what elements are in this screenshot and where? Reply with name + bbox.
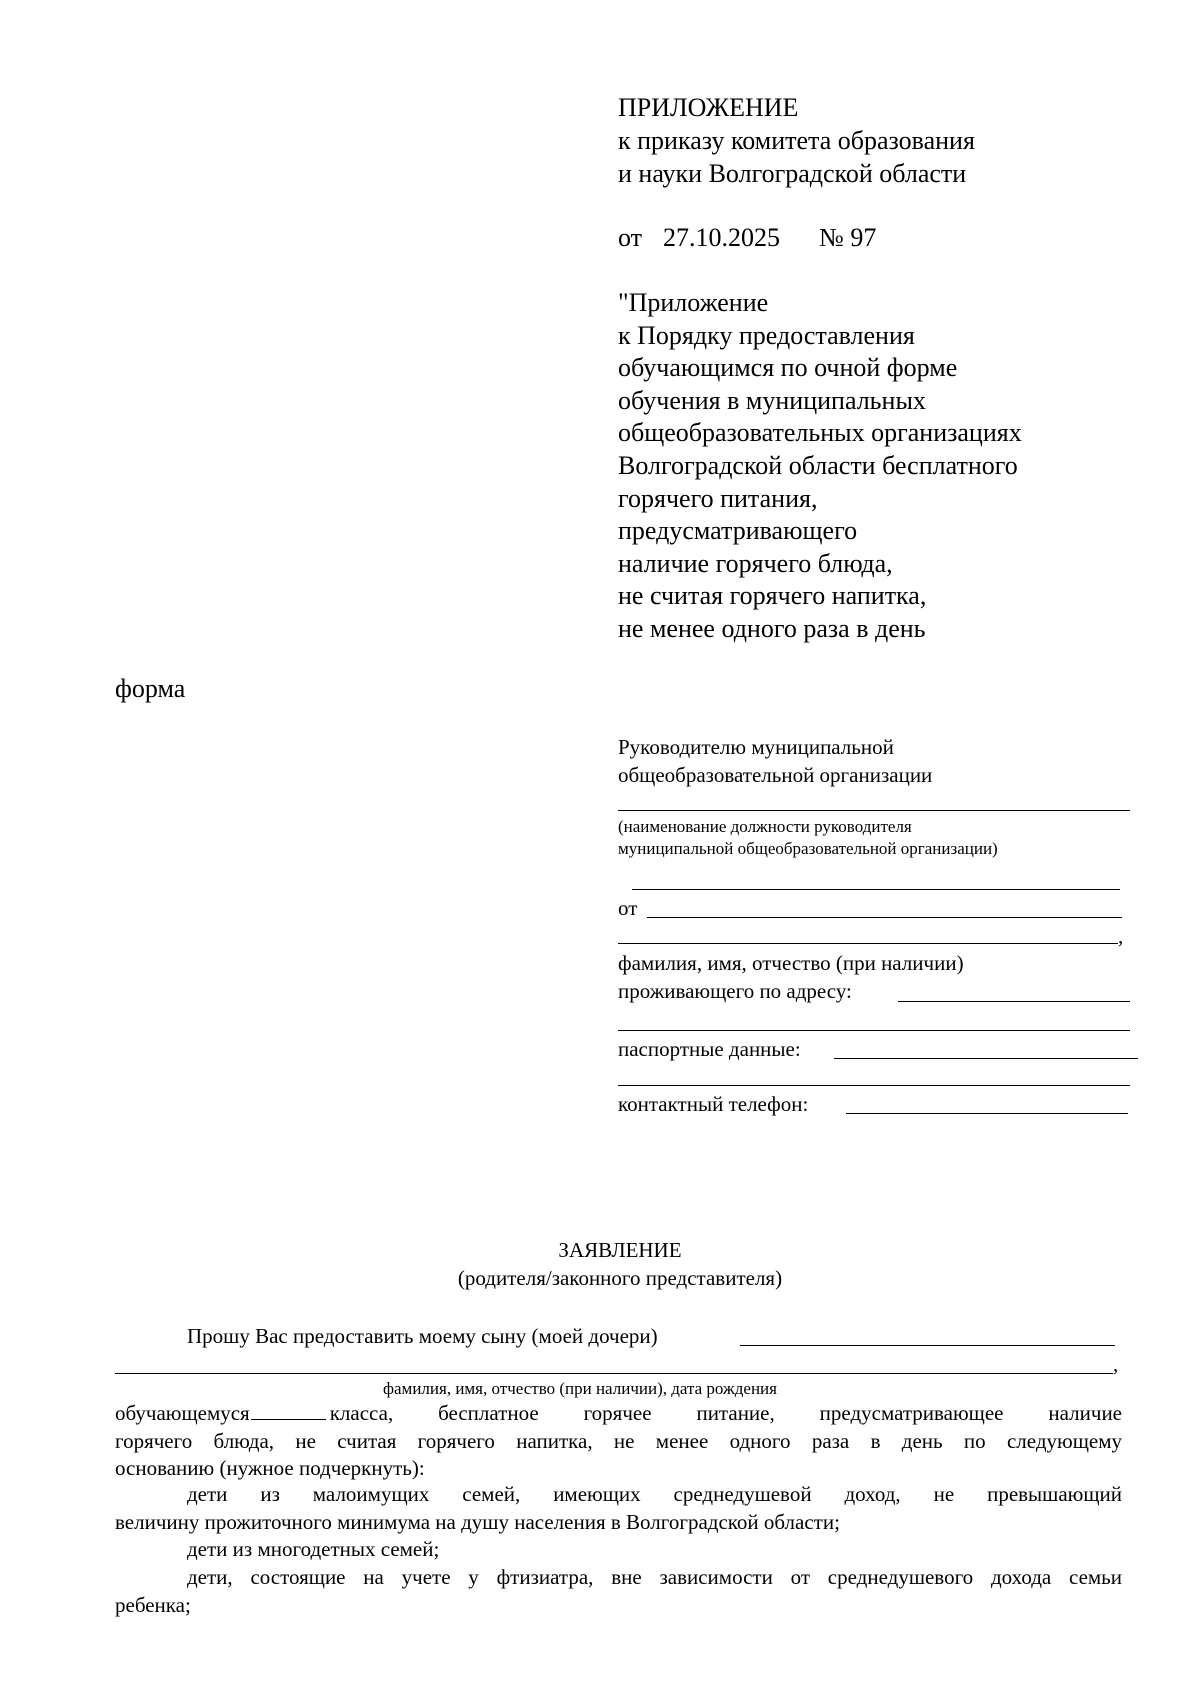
option-line: дети из малоимущих семей, имеющих среднедушевой доход, не превышающий (187, 1482, 1122, 1506)
phone-field[interactable] (846, 1113, 1128, 1114)
director-name-field[interactable] (632, 889, 1120, 890)
addressee-line-1: Руководителю муниципальной (618, 735, 894, 759)
director-hint-1: (наименование должности руководителя (618, 817, 912, 836)
address-label: проживающего по адресу: (618, 979, 852, 1003)
grade-suffix: класса, бесплатное горячее питание, предусматривающее наличие (329, 1401, 1122, 1425)
appendix-line: не считая горячего напитка, (618, 581, 927, 611)
order-date: 27.10.2025 (663, 223, 781, 252)
option-tuberculosis[interactable] (115, 1564, 1122, 1619)
passport-field-2[interactable] (618, 1085, 1130, 1086)
paragraph-line: горячего блюда, не считая горячего напитка, не менее одного раза в день по следующему (115, 1428, 1122, 1453)
option-line: дети из многодетных семей; (187, 1537, 440, 1561)
comma: , (1118, 924, 1124, 948)
passport-label: паспортные данные: (618, 1037, 801, 1061)
appendix-line: Волгоградской области бесплатного (618, 450, 1018, 480)
appendix-line: горячего питания, (618, 483, 818, 513)
grade-row (115, 1399, 1122, 1428)
appendix-line: наличие горячего блюда, (618, 548, 893, 578)
from-field-2[interactable] (618, 943, 1118, 944)
request-paragraph (115, 1399, 1122, 1483)
order-date-row (618, 221, 876, 254)
passport-field[interactable] (834, 1058, 1138, 1059)
address-field[interactable] (898, 1001, 1130, 1002)
address-field-2[interactable] (618, 1030, 1130, 1031)
grade-field[interactable] (251, 1399, 326, 1420)
option-low-income[interactable] (115, 1481, 1122, 1536)
option-line: дети, состоящие на учете у фтизиатра, вне зависимости от среднедушевого дохода семьи (187, 1565, 1122, 1589)
option-large-family[interactable] (115, 1536, 1122, 1564)
appendix-line: не менее одного раза в день (618, 613, 926, 643)
form-label: форма (115, 674, 186, 703)
addressee-line-2: общеобразовательной организации (618, 763, 933, 787)
grade-prefix: обучающемуся (115, 1401, 250, 1425)
order-line-2: и науки Волгоградской области (618, 159, 967, 188)
request-line: Прошу Вас предоставить моему сыну (моей дочери) (187, 1324, 658, 1348)
appendix-line: предусматривающего (618, 516, 858, 546)
fio-hint: фамилия, имя, отчество (при наличии), дата рождения (383, 1379, 777, 1398)
statement-subtitle: (родителя/законного представителя) (457, 1266, 783, 1290)
child-name-field-2[interactable] (115, 1373, 1113, 1374)
from-label: от (618, 896, 638, 920)
director-hint-2: муниципальной общеобразовательной организации) (618, 839, 998, 858)
option-line: величину прожиточного минимума на душу населения в Волгоградской области; (115, 1509, 840, 1534)
appendix-line: обучающимся по очной форме (618, 353, 958, 383)
appendix-title: ПРИЛОЖЕНИЕ (618, 93, 799, 122)
fio-label: фамилия, имя, отчество (при наличии) (618, 951, 964, 975)
order-line-1: к приказу комитета образования (618, 126, 975, 155)
statement-title: ЗАЯВЛЕНИЕ (558, 1238, 682, 1262)
from-field[interactable] (647, 917, 1122, 918)
director-title-field[interactable] (618, 810, 1130, 811)
paragraph-line: основанию (нужное подчеркнуть): (115, 1456, 425, 1480)
appendix-line: общеобразовательных организациях (618, 418, 1022, 448)
date-prefix: от (618, 223, 643, 252)
comma-2: , (1113, 1352, 1119, 1376)
child-name-field[interactable] (740, 1345, 1115, 1346)
appendix-line: к Порядку предоставления (618, 320, 915, 350)
option-line: ребенка; (115, 1592, 191, 1617)
appendix-line: обучения в муниципальных (618, 385, 926, 415)
appendix-line: "Приложение (618, 288, 769, 317)
appendix-text (618, 287, 1022, 646)
order-number: № 97 (819, 223, 877, 252)
phone-label: контактный телефон: (618, 1092, 809, 1116)
